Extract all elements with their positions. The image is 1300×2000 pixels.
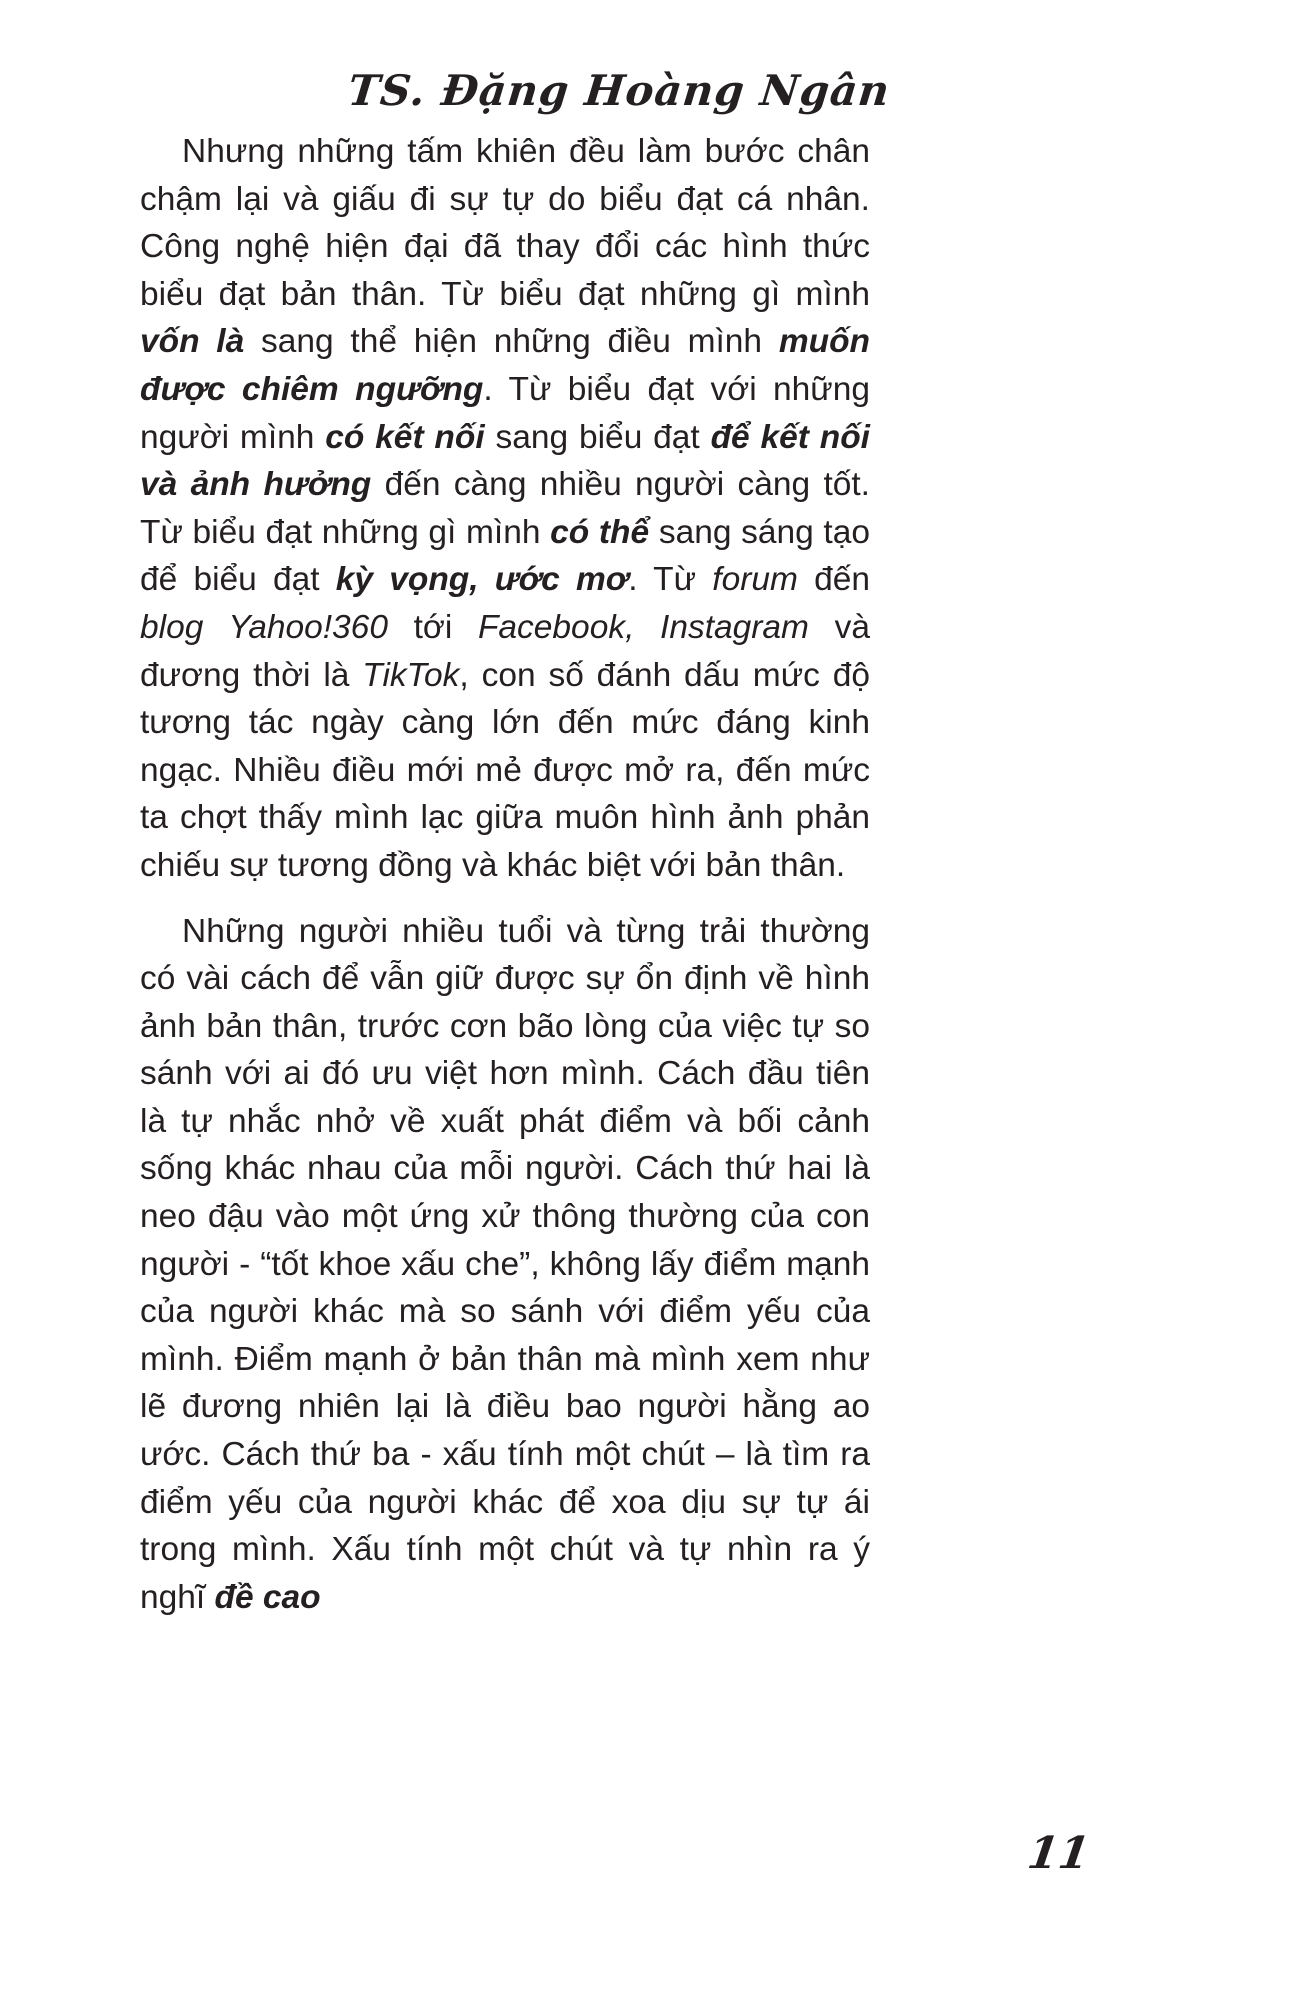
text-run-normal: . Từ [628, 561, 713, 599]
text-run-italic: Facebook, Instagram [477, 608, 809, 646]
text-run-bolditalic: đề cao [214, 1578, 321, 1616]
text-run-normal: đến càng nhiều người càng tốt. Từ biểu đạt những gì mình [140, 466, 870, 551]
text-run-bolditalic: kỳ vọng, ước mơ [335, 561, 629, 599]
text-run-normal: . Từ biểu đạt với những người mình [140, 370, 870, 456]
body-text [140, 128, 870, 1639]
text-run-bolditalic: có kết nối [325, 418, 485, 456]
text-run-italic: TikTok [362, 656, 460, 694]
text-run-normal: sang sáng tạo để biểu đạt [140, 513, 870, 599]
text-run-bolditalic: có thể [550, 513, 650, 551]
text-run-normal: Những người nhiều tuổi và từng trải thường có vài cách để vẫn giữ được sự ổn định về hình ảnh bản thân, trước cơn bão lòng của việc tự so sánh với ai đó ưu việt hơn mình. Cách đầu tiên là tự nhắc nhở về xuất phát điểm và bối cảnh sống khác nhau của mỗi người. Cách thứ hai là neo đậu vào một ứng xử thông thường của con người - “tốt khoe xấu che”, không lấy điểm mạnh của người khác mà so sánh với điểm yếu của mình. Điểm mạnh ở bản thân mà mình xem như lẽ đương nhiên lại là điều bao người hằng ao ước. Cách thứ ba - xấu tính một chút – là tìm ra điểm yếu của người khác để xoa dịu sự tự ái trong mình. Xấu tính một chút và tự nhìn ra ý nghĩ [140, 912, 870, 1616]
text-run-normal: và đương thời là [140, 608, 870, 694]
text-run-italic: blog Yahoo!360 [140, 608, 388, 646]
body-paragraph-1 [140, 128, 870, 890]
text-run-bolditalic: muốn được chiêm ngưỡng [140, 323, 870, 408]
text-run-bolditalic: vốn là [140, 323, 245, 361]
text-run-normal: Nhưng những tấm khiên đều làm bước chân chậm lại và giấu đi sự tự do biểu đạt cá nhân. Công nghệ hiện đại đã thay đổi các hình thức biểu đạt bản thân. Từ biểu đạt những gì mình [140, 133, 870, 313]
author-header: TS. Đặng Hoàng Ngân [345, 66, 893, 115]
page-number: 11 [1024, 1828, 1093, 1879]
text-run-italic: forum [712, 561, 798, 599]
text-run-normal: , con số đánh dấu mức độ tương tác ngày càng lớn đến mức đáng kinh ngạc. Nhiều điều mới mẻ được mở ra, đến mức ta chợt thấy mình lạc giữa muôn hình ảnh phản chiếu sự tương đồng và khác biệt với bản thân. [140, 656, 870, 884]
text-run-normal: sang biểu đạt [484, 418, 711, 456]
text-run-normal: đến [797, 561, 870, 599]
text-run-normal: sang thể hiện những điều mình [244, 323, 779, 361]
text-run-bolditalic: để kết nối và ảnh hưởng [140, 418, 870, 504]
body-paragraph-2 [140, 908, 870, 1622]
text-run-normal: tới [387, 608, 478, 646]
